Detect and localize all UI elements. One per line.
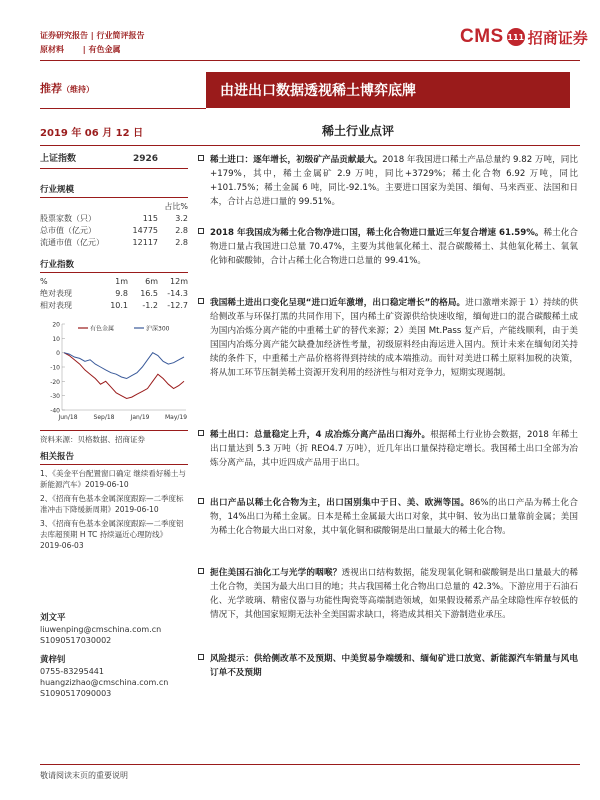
- logo-text: CMS: [460, 26, 504, 47]
- rating-rule: [40, 108, 206, 109]
- x-tick-label: May/19: [164, 414, 188, 421]
- chart-rule: [40, 430, 188, 431]
- paragraph-4: 稀土出口：总量稳定上升，4 成冶炼分离产品出口海外。根据稀土行业协会数据，2018 年稀土出口量达到 5.3 万吨（折 REO4.7 万吨），近几年出口量保持稳定增长。我国稀土出口全部为冶炼分离产品，其中近四成产品用于出口。: [210, 428, 578, 470]
- bullet-icon: [198, 298, 204, 304]
- risk-warning: 风险提示：供给侧改革不及预期、中美贸易争端缓和、缅甸矿进口放宽、新能源汽车销量与风电订单不及预期: [210, 652, 578, 680]
- rating: [40, 80, 94, 96]
- x-tick-label: Jun/18: [58, 414, 78, 421]
- related-item[interactable]: 2、《招商有色基本金属深度跟踪—二季度标准冲击下降缓新周期》2019-06-10: [40, 494, 184, 514]
- analyst-name: 刘文平: [40, 613, 66, 623]
- report-type: 证券研究报告 | 行业简评报告: [40, 31, 145, 40]
- table-row: 总市值（亿元） 14775 2.8: [40, 226, 188, 235]
- analyst-email: huangzizhao@cmschina.com.cn: [40, 678, 169, 687]
- footer-note: 敬请阅读末页的重要说明: [40, 771, 128, 780]
- bullet-icon: [198, 430, 204, 436]
- table-row: 股票家数（只） 115 3.2: [40, 214, 188, 223]
- analyst-cert: S1090517030002: [40, 636, 112, 645]
- table-row: 绝对表现 9.8 16.5 -14.3: [40, 289, 188, 298]
- x-tick-label: Jan/19: [130, 414, 150, 421]
- y-tick-label: 10: [52, 335, 60, 343]
- chart-source: 资料来源：贝格数据、招商证券: [40, 435, 145, 444]
- analyst-email: liuwenping@cmschina.com.cn: [40, 625, 162, 634]
- paragraph-1: 稀土进口：逐年增长，初级矿产品贡献最大。2018 年我国进口稀土产品总量约 9.82 万吨，同比+179%，其中，稀土金属矿 2.9 万吨，同比+3729%；稀土化合物 6.92 万吨，同比+101.75%；稀土金属 6 吨，同比-92.1%。主要进口国家为美国、缅甸、马来西亚、法国和日本，合计占总进口量的 99.51%。: [210, 153, 578, 209]
- analyst-name: 黄梓钊: [40, 655, 66, 665]
- table-row: 流通市值（亿元） 12117 2.8: [40, 238, 188, 247]
- bullet-icon: [198, 654, 204, 660]
- bullet-icon: [198, 498, 204, 504]
- bullet-icon: [198, 228, 204, 234]
- series-line: [64, 353, 184, 379]
- rating-note: （维持）: [62, 85, 94, 94]
- paragraph-3: 我国稀土进出口变化呈现“进口近年激增，出口稳定增长”的格局。进口激增来源于 1）持续的供给侧改革与环保打黑的共同作用下，国内稀土矿资源供给快速收缩，缅甸进口的混合碳酸稀土成为国内冶炼分离产能的中重稀土矿的替代来源；2）美国 Mt.Pass 复产后，产能线顺利，由于美国国内冶炼分离产能欠缺叠加经济性考量，初级原料经由海运进入国内。预计未来在缅甸闭关持续的条件下，中重稀土产品价格将得到持续的成本端推动。而针对美进口稀土原料加税的决策，将从加工环节压制美稀土资源开发利用的经济性与相对竞争力，短期实现遏制。: [210, 296, 578, 380]
- report-title: 由进出口数据透视稀土博弈底牌: [206, 72, 570, 108]
- header-rule: [40, 60, 580, 61]
- report-subtitle: 稀土行业点评: [322, 124, 395, 138]
- logo-badge: 111: [507, 28, 525, 46]
- paragraph-6: 扼住美国石油化工与光学的咽喉？透视出口结构数据，能发现氧化铜和碳酸铜是出口量最大的稀土化合物，美国为最大出口目的地；共占我国稀土化合物出口总量的 42.3%。下游应用于石油石化、光学玻璃、精密仪器与功能性陶瓷等高端制造领域，如果假设稀系产品全球隐性库存较低的情况下，其他国家短期无法补全美国需求缺口，将造成其相关下游制造业承压。: [210, 566, 578, 622]
- table-row: 相对表现 10.1 -1.2 -12.7: [40, 301, 188, 310]
- y-tick-label: -40: [50, 407, 60, 415]
- related-item[interactable]: 1、《美金平台配置窗口确定 继续看好稀土与新能源汽车》2019-06-10: [40, 469, 186, 489]
- industry-scale: [40, 183, 188, 249]
- subtitle-rule: [40, 145, 580, 146]
- analyst-2: [40, 654, 188, 699]
- industry-index-title: 行业指数: [40, 258, 188, 273]
- y-tick-label: 0: [56, 350, 60, 358]
- rating-label: 推荐: [40, 82, 62, 95]
- index-value: 2926: [132, 154, 158, 164]
- legend-label: 沪深300: [146, 325, 170, 333]
- y-tick-label: -20: [50, 378, 60, 386]
- analyst-phone: 0755-83295441: [40, 667, 104, 676]
- bullet-icon: [198, 155, 204, 161]
- analysts: [40, 612, 188, 699]
- paragraph-2: 2018 年我国成为稀土化合物净进口国，稀土化合物进口量近三年复合增速 61.59%。稀土化合物进口量占我国进口总量 70.47%，主要为其他氧化稀土、混合碳酸稀土、其他氧化稀土、氧氧化铈和碳酸铈，合计占稀土化合物进口总量的 99.41%。: [210, 226, 578, 268]
- y-tick-label: 20: [52, 321, 60, 329]
- scale-col-header: 占比%: [164, 202, 188, 211]
- related-title: 相关报告: [40, 450, 188, 465]
- y-tick-label: -10: [50, 364, 60, 372]
- analyst-1: [40, 612, 188, 646]
- x-tick-label: Sep/18: [93, 414, 115, 421]
- logo-cn: 招商证券: [527, 28, 588, 47]
- cms-logo: [460, 26, 588, 48]
- index-box: [40, 153, 188, 169]
- industry-index: 行业指数 % 1m 6m 12m 绝对表现 9.8 16.5 -14.3 相对表现 10.1 -1.2 -12.7: [40, 260, 188, 310]
- footer-rule: [40, 764, 580, 765]
- industry-index-chart: [40, 318, 190, 428]
- industry-scale-title: 行业规模: [40, 183, 188, 198]
- related-item[interactable]: 3、《招商有色基本金属深度跟踪—二季度铝去库超预期 H TC 持续逼近心理防线》2019-06-03: [40, 519, 184, 550]
- paragraph-5: 出口产品以稀土化合物为主，出口国别集中于日、美、欧洲等国。86%的出口产品为稀土化合物，14%出口为稀土金属。日本是稀土金属最大出口对象，其中铜、钕为出口量靠前金属；美国为稀土化合物最大出口对象，其中氧化铜和碳酸铜是出口量最大的稀土化合物。: [210, 496, 578, 538]
- analyst-cert: S1090517090003: [40, 689, 112, 698]
- report-date: 2019 年 06 月 12 日: [40, 128, 144, 139]
- legend-label: 有色金属: [90, 325, 115, 333]
- bullet-icon: [198, 568, 204, 574]
- y-tick-label: -30: [50, 393, 60, 401]
- related-reports: [40, 450, 188, 554]
- index-label: 上证指数: [40, 154, 77, 164]
- sector-tag: 原材料 | 有色金属: [40, 45, 121, 54]
